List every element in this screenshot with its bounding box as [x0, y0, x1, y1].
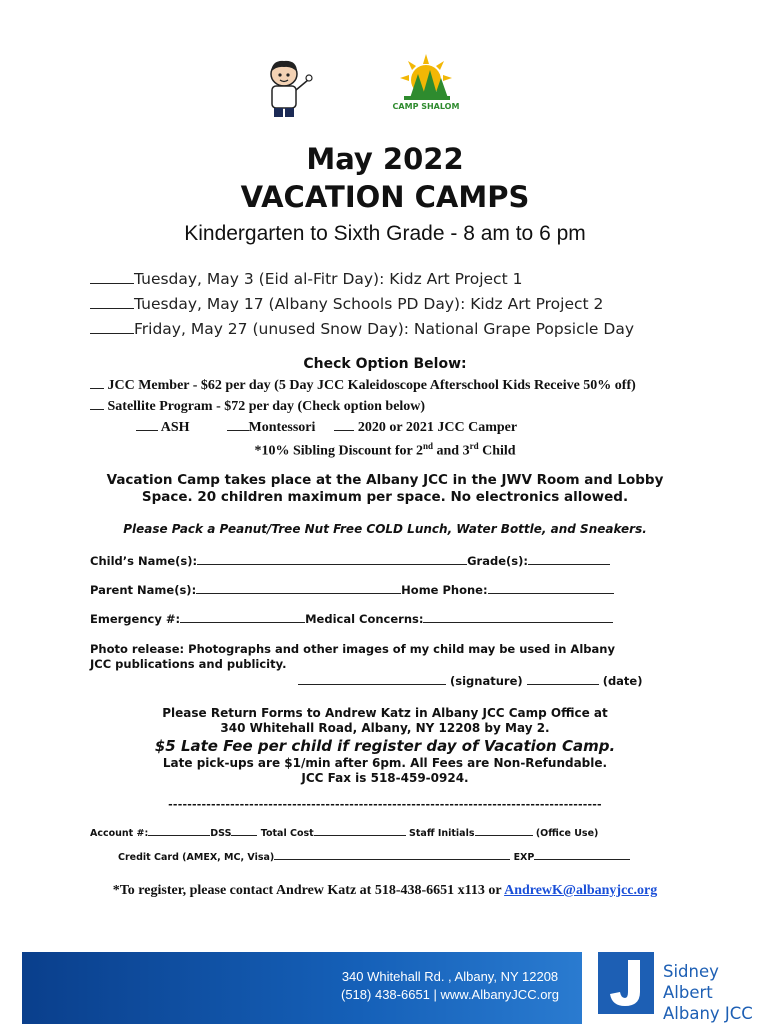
jcc-logo-icon: [598, 952, 654, 1014]
register-email-link[interactable]: AndrewK@albanyjcc.org: [504, 883, 658, 898]
parent-name-label: Parent Name(s):: [90, 583, 197, 597]
day-option-may-17[interactable]: [90, 295, 603, 313]
footer-contact: [300, 968, 600, 1004]
emergency-label: Emergency #:: [90, 612, 181, 626]
footer-phone-website: (518) 438-6651 | www.AlbanyJCC.org: [341, 987, 559, 1002]
option-satellite[interactable]: [90, 399, 425, 415]
checkbox-blank[interactable]: [90, 408, 104, 410]
day-label: Friday, May 27 (unused Snow Day): National Grape Popsicle Day: [134, 320, 634, 338]
satellite-sub-options: [136, 420, 517, 436]
total-cost-label: Total Cost: [260, 828, 314, 839]
day-option-may-27[interactable]: [90, 320, 634, 338]
sibling-text: *10% Sibling Discount for 2: [254, 443, 423, 459]
option-label: JCC Member - $62 per day (5 Day JCC Kaleidoscope Afterschool Kids Receive 50% off): [107, 378, 636, 393]
staff-initials-field[interactable]: [475, 834, 533, 836]
sibling-sup: rd: [469, 441, 479, 451]
option-jcc-member[interactable]: [90, 378, 636, 394]
photo-release-line-1: Photo release: Photographs and other images of my child may be used in Albany: [90, 642, 615, 656]
cartoon-boy-illustration: [262, 58, 318, 120]
sibling-discount-note: [0, 441, 770, 460]
late-fee-notice: $5 Late Fee per child if register day of Vacation Camp.: [154, 737, 616, 755]
parent-name-row: [90, 583, 614, 597]
register-text: *To register, please contact Andrew Katz at 518-438-6651 x113 or: [112, 883, 505, 898]
return-forms-line-2: 340 Whitehall Road, Albany, NY 12208 by May 2.: [220, 721, 550, 735]
sibling-text: Child: [478, 443, 516, 459]
credit-card-field[interactable]: [274, 858, 510, 860]
checkbox-blank[interactable]: [227, 429, 249, 431]
signature-date-row: [298, 674, 643, 688]
day-option-may-3[interactable]: [90, 270, 522, 288]
checkbox-blank[interactable]: [90, 307, 134, 309]
sibling-sup: nd: [422, 441, 433, 451]
total-cost-field[interactable]: [314, 834, 406, 836]
pack-lunch-note: Please Pack a Peanut/Tree Nut Free COLD Lunch, Water Bottle, and Sneakers.: [123, 522, 647, 536]
org-name-line-1: Sidney Albert: [663, 962, 719, 1002]
signature-field[interactable]: [298, 683, 446, 685]
checkbox-blank[interactable]: [136, 429, 158, 431]
grade-field[interactable]: [528, 563, 610, 565]
fax-number: JCC Fax is 518-459-0924.: [301, 771, 469, 785]
date-label: (date): [602, 674, 643, 688]
org-name-line-2: Albany JCC: [663, 1004, 753, 1023]
location-line-1: Vacation Camp takes place at the Albany JCC in the JWV Room and Lobby: [106, 472, 664, 488]
checkbox-blank[interactable]: [90, 332, 134, 334]
camp-shalom-logo: [386, 52, 466, 118]
sub-option-montessori[interactable]: Montessori: [248, 420, 316, 435]
checkbox-blank[interactable]: [334, 429, 354, 431]
grade-label: Grade(s):: [467, 554, 528, 568]
day-label: Tuesday, May 17 (Albany Schools PD Day): Kidz Art Project 2: [134, 295, 604, 313]
child-name-row: [90, 554, 610, 568]
staff-initials-label: Staff Initials: [409, 828, 475, 839]
account-label: Account #:: [90, 828, 149, 839]
exp-field[interactable]: [534, 858, 630, 860]
dss-field[interactable]: [231, 834, 257, 836]
credit-card-label: Credit Card (AMEX, MC, Visa): [118, 852, 275, 863]
emergency-field[interactable]: [180, 621, 305, 623]
subtitle-grades-hours: Kindergarten to Sixth Grade - 8 am to 6 pm: [184, 222, 586, 245]
emergency-row: [90, 612, 613, 626]
register-contact: [0, 883, 770, 899]
title-vacation-camps: VACATION CAMPS: [240, 180, 530, 214]
credit-card-row: [118, 852, 630, 863]
location-line-2: Space. 20 children maximum per space. No electronics allowed.: [141, 489, 629, 505]
signature-label: (signature): [450, 674, 523, 688]
parent-name-field[interactable]: [196, 592, 401, 594]
home-phone-field[interactable]: [488, 592, 614, 594]
checkbox-blank[interactable]: [90, 387, 104, 389]
child-name-field[interactable]: [197, 563, 467, 565]
day-label: Tuesday, May 3 (Eid al-Fitr Day): Kidz Art Project 1: [134, 270, 523, 288]
office-divider: -------------------------------------------------------------------------------------------: [168, 798, 602, 811]
camp-shalom-logo-text: CAMP SHALOM: [392, 102, 460, 111]
sub-option-camper[interactable]: 2020 or 2021 JCC Camper: [357, 420, 518, 435]
sub-option-ash[interactable]: ASH: [160, 420, 190, 435]
return-forms-line-1: Please Return Forms to Andrew Katz in Albany JCC Camp Office at: [162, 706, 608, 720]
dss-label: DSS: [210, 828, 232, 839]
jcc-org-name: [663, 961, 770, 1024]
checkbox-blank[interactable]: [90, 282, 134, 284]
exp-label: EXP: [513, 852, 535, 863]
medical-concerns-field[interactable]: [423, 621, 613, 623]
office-use-label: (Office Use): [535, 828, 599, 839]
child-name-label: Child’s Name(s):: [90, 554, 198, 568]
sibling-text: and 3: [433, 443, 470, 459]
title-month: May 2022: [306, 142, 464, 176]
check-option-heading: Check Option Below:: [303, 356, 467, 372]
date-field[interactable]: [527, 683, 599, 685]
photo-release-line-2: JCC publications and publicity.: [90, 657, 287, 671]
office-use-row: [90, 828, 598, 839]
late-pickup-notice: Late pick-ups are $1/min after 6pm. All Fees are Non-Refundable.: [162, 756, 608, 770]
account-field[interactable]: [148, 834, 210, 836]
option-label: Satellite Program - $72 per day (Check option below): [107, 399, 426, 414]
medical-concerns-label: Medical Concerns:: [305, 612, 424, 626]
home-phone-label: Home Phone:: [401, 583, 488, 597]
footer-address: 340 Whitehall Rd. , Albany, NY 12208: [341, 969, 559, 984]
